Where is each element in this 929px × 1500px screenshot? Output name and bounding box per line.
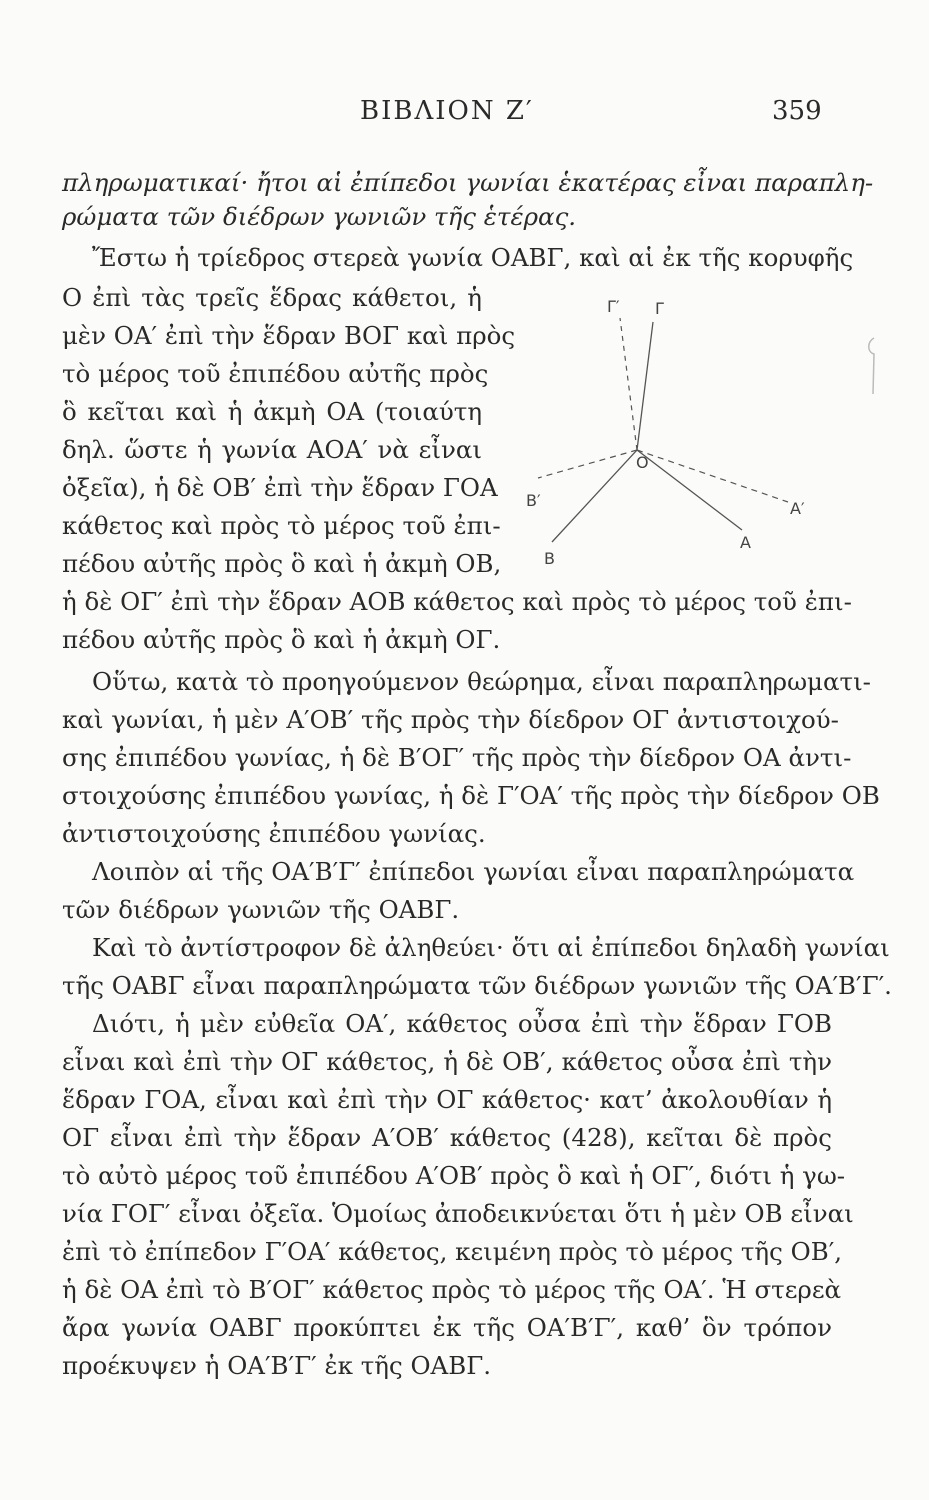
text-line: Καὶ τὸ ἀντίστροφον δὲ ἀληθεύει· ὅτι αἱ ἐπίπεδοι δηλαδὴ γωνίαι xyxy=(92,933,890,962)
text-line: στοιχούσης ἐπιπέδου γωνίας, ἡ δὲ Γ′ΟΑ′ τῆς πρὸς τὴν δίεδρον ΟΒ xyxy=(62,781,880,810)
label-o: O xyxy=(636,453,649,472)
text-line: τῶν διέδρων γωνιῶν τῆς ΟΑΒΓ. xyxy=(62,895,460,924)
edge-ob xyxy=(552,450,637,542)
text-line: προέκυψεν ἡ ΟΑ′Β′Γ′ ἐκ τῆς ΟΑΒΓ. xyxy=(62,1351,492,1380)
text-line: δηλ. ὥστε ἡ γωνία ΑΟΑ′ νὰ εἶναι xyxy=(62,435,482,464)
text-line: καὶ γωνίαι, ἡ μὲν Α′ΟΒ′ τῆς πρὸς τὴν δίεδρον ΟΓ ἀντιστοιχού- xyxy=(62,705,839,734)
edge-og xyxy=(637,322,653,450)
page-number: 359 xyxy=(772,96,822,126)
text-line: πέδου αὐτῆς πρὸς ὃ καὶ ἡ ἀκμὴ ΟΒ, xyxy=(62,549,502,578)
text-line: πληρωματικαί· ἤτοι αἱ ἐπίπεδοι γωνίαι ἑκατέρας εἶναι παραπλη- xyxy=(62,168,874,197)
text-line: Διότι, ἡ μὲν εὐθεῖα ΟΑ′, κάθετος οὖσα ἐπὶ τὴν ἕδραν ΓΟΒ xyxy=(92,1009,832,1038)
text-line: σης ἐπιπέδου γωνίας, ἡ δὲ Β′ΟΓ′ τῆς πρὸς τὴν δίεδρον ΟΑ ἀντι- xyxy=(62,743,852,772)
text-line: Ο ἐπὶ τὰς τρεῖς ἕδρας κάθετοι, ἡ xyxy=(62,283,482,312)
label-b-prime: Β′ xyxy=(526,491,541,510)
text-line: ἕδραν ΓΟΑ, εἶναι καὶ ἐπὶ τὴν ΟΓ κάθετος· κατ’ ἀκολουθίαν ἡ xyxy=(62,1085,832,1114)
text-line: νία ΓΟΓ′ εἶναι ὀξεῖα. Ὁμοίως ἀποδεικνύεται ὅτι ἡ μὲν ΟΒ εἶναι xyxy=(62,1199,854,1228)
text-line: μὲν ΟΑ′ ἐπὶ τὴν ἕδραν ΒΟΓ καὶ πρὸς xyxy=(62,321,516,350)
label-a: Α xyxy=(740,533,751,552)
edge-oa xyxy=(637,450,742,530)
label-a-prime: Α′ xyxy=(790,499,805,518)
text-line: ρώματα τῶν διέδρων γωνιῶν τῆς ἑτέρας. xyxy=(62,202,577,231)
label-g: Γ xyxy=(655,299,664,318)
margin-pencil-mark xyxy=(864,336,878,396)
trihedral-angle-figure xyxy=(490,282,830,582)
text-line: κάθετος καὶ πρὸς τὸ μέρος τοῦ ἐπι- xyxy=(62,511,501,540)
text-line: ἐπὶ τὸ ἐπίπεδον Γ′ΟΑ′ κάθετος, κειμένη πρὸς τὸ μέρος τῆς ΟΒ′, xyxy=(62,1237,843,1266)
text-line: ἡ δὲ ΟΑ ἐπὶ τὸ Β′ΟΓ′ κάθετος πρὸς τὸ μέρος τῆς ΟΑ′. Ἡ στερεὰ xyxy=(62,1275,842,1304)
text-line: Οὕτω, κατὰ τὸ προηγούμενον θεώρημα, εἶναι παραπληρωματι- xyxy=(92,667,871,696)
text-line: τῆς ΟΑΒΓ εἶναι παραπληρώματα τῶν διέδρων γωνιῶν τῆς ΟΑ′Β′Γ′. xyxy=(62,971,892,1000)
text-line: ἡ δὲ ΟΓ′ ἐπὶ τὴν ἕδραν ΑΟΒ κάθετος καὶ πρὸς τὸ μέρος τοῦ ἐπι- xyxy=(62,587,852,616)
text-line: Λοιπὸν αἱ τῆς ΟΑ′Β′Γ′ ἐπίπεδοι γωνίαι εἶναι παραπληρώματα xyxy=(92,857,855,886)
text-line: τὸ αὐτὸ μέρος τοῦ ἐπιπέδου Α′ΟΒ′ πρὸς ὃ καὶ ἡ ΟΓ′, διότι ἡ γω- xyxy=(62,1161,846,1190)
dashed-ob-prime xyxy=(538,450,637,478)
label-b: Β xyxy=(544,549,555,568)
text-line: Ἔστω ἡ τρίεδρος στερεὰ γωνία ΟΑΒΓ, καὶ αἱ ἐκ τῆς κορυφῆς xyxy=(92,243,854,272)
text-line: πέδου αὐτῆς πρὸς ὃ καὶ ἡ ἀκμὴ ΟΓ. xyxy=(62,625,501,654)
running-title: ΒΙΒΛΙΟΝ Ζ′ xyxy=(360,96,534,126)
label-g-prime: Γ′ xyxy=(607,297,620,316)
text-line: τὸ μέρος τοῦ ἐπιπέδου αὐτῆς πρὸς xyxy=(62,359,489,388)
page-header xyxy=(0,96,929,132)
dashed-oa-prime xyxy=(637,450,788,502)
text-line: ὀξεῖα), ἡ δὲ ΟΒ′ ἐπὶ τὴν ἕδραν ΓΟΑ xyxy=(62,473,498,502)
dashed-og-prime xyxy=(620,318,637,450)
text-line: ὃ κεῖται καὶ ἡ ἀκμὴ ΟΑ (τοιαύτη xyxy=(62,397,482,426)
text-line: ΟΓ εἶναι ἐπὶ τὴν ἕδραν Α′ΟΒ′ κάθετος (428), κεῖται δὲ πρὸς xyxy=(62,1123,832,1152)
figure-svg xyxy=(490,282,830,582)
text-line: ἀντιστοιχούσης ἐπιπέδου γωνίας. xyxy=(62,819,486,848)
text-line: ἄρα γωνία ΟΑΒΓ προκύπτει ἐκ τῆς ΟΑ′Β′Γ′, καθ’ ὃν τρόπον xyxy=(62,1313,832,1342)
text-line: εἶναι καὶ ἐπὶ τὴν ΟΓ κάθετος, ἡ δὲ ΟΒ′, κάθετος οὖσα ἐπὶ τὴν xyxy=(62,1047,832,1076)
